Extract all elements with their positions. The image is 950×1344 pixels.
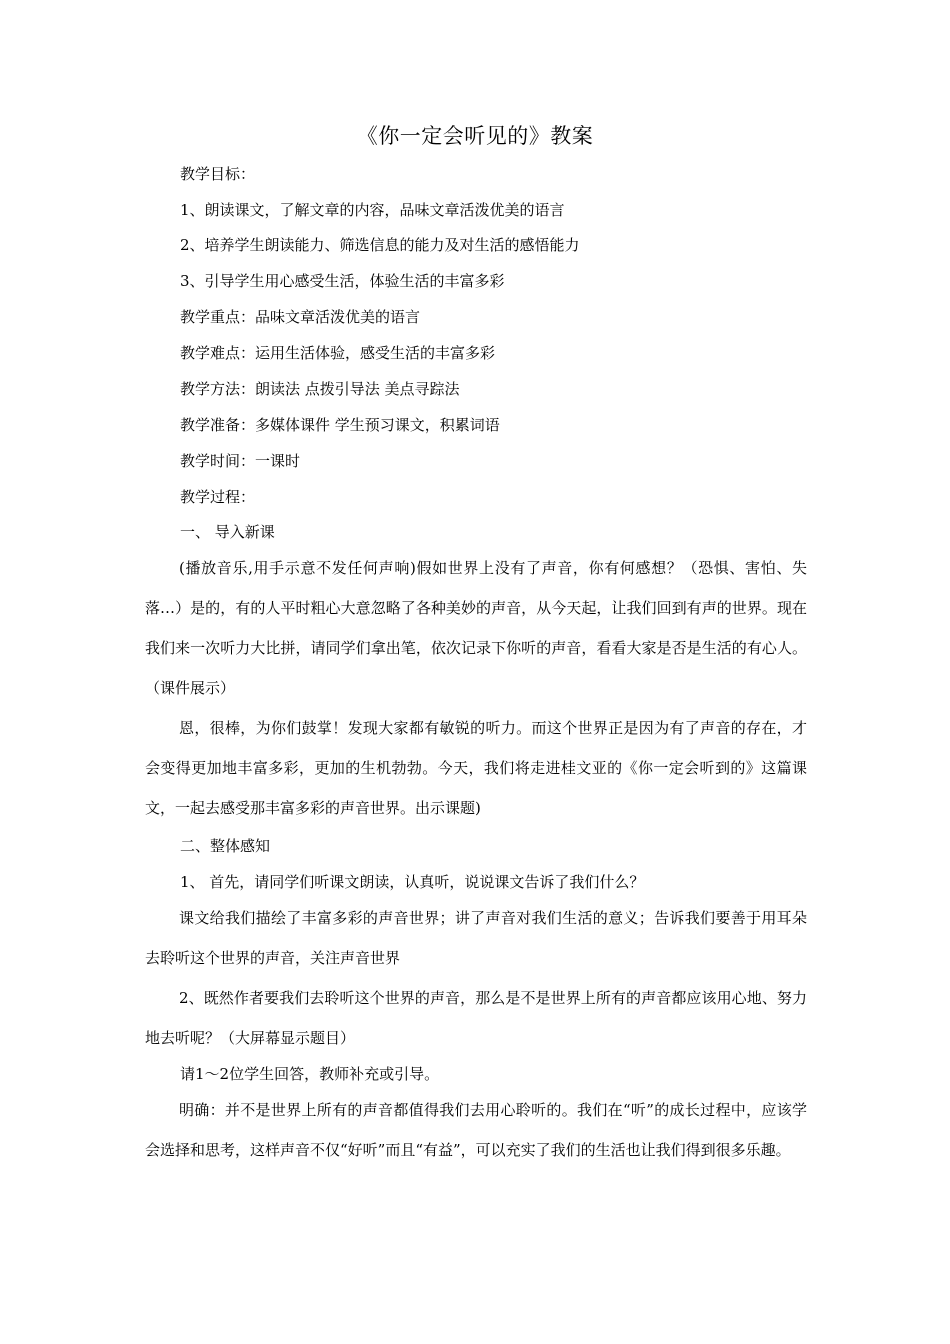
teaching-preparation: 教学准备：多媒体课件 学生预习课文，积累词语 [180,416,500,434]
objectives-heading: 教学目标： [180,165,256,183]
key-point: 教学重点：品味文章活泼优美的语言 [180,308,421,326]
answer-1: 课文给我们描绘了丰富多彩的声音世界；讲了声音对我们生活的意义；告诉我们要善于用耳朵去聆听这个世界的声音，关注声音世界 [145,909,807,967]
intro-paragraph-1: (播放音乐,用手示意不发任何声响)假如世界上没有了声音，你有何感想？（恐惧、害怕、失落…）是的，有的人平时粗心大意忽略了各种美妙的声音，从今天起，让我们回到有声的世界。现在我们来一次听力大比拼，请同学们拿出笔，依次记录下你听的声音，看看大家是否是生活的有心人。（课件展示） [145,559,807,697]
process-heading: 教学过程： [180,488,256,506]
teaching-method: 教学方法：朗读法 点拨引导法 美点寻踪法 [180,380,460,398]
objective-2: 2、培养学生朗读能力、筛选信息的能力及对生活的感悟能力 [180,236,580,254]
difficulty: 教学难点：运用生活体验，感受生活的丰富多彩 [180,344,496,362]
objective-1: 1、朗读课文，了解文章的内容，品味文章活泼优美的语言 [180,201,565,219]
question-1: 1、 首先，请同学们听课文朗读，认真听，说说课文告诉了我们什么？ [180,873,645,891]
objective-3: 3、引导学生用心感受生活，体验生活的丰富多彩 [180,272,505,290]
document-title: 《你一定会听见的》教案 [356,124,594,148]
instruction: 请1～2位学生回答，教师补充或引导。 [180,1065,440,1083]
clarification: 明确：并不是世界上所有的声音都值得我们去用心聆听的。我们在“听”的成长过程中，应该学会选择和思考，这样声音不仅“好听”而且“有益”，可以充实了我们的生活也让我们得到很多乐趣。 [145,1101,807,1159]
teaching-time: 教学时间：一课时 [180,452,301,470]
section-2-heading: 二、整体感知 [180,837,271,855]
question-2: 2、既然作者要我们去聆听这个世界的声音，那么是不是世界上所有的声音都应该用心地、努力地去听呢？（大屏幕显示题目） [145,989,807,1047]
intro-paragraph-2: 恩，很棒，为你们鼓掌！发现大家都有敏锐的听力。而这个世界正是因为有了声音的存在，才会变得更加地丰富多彩，更加的生机勃勃。今天，我们将走进桂文亚的《你一定会听到的》这篇课文，一起去感受那丰富多彩的声音世界。出示课题) [145,719,807,817]
section-1-heading: 一、 导入新课 [180,523,275,541]
